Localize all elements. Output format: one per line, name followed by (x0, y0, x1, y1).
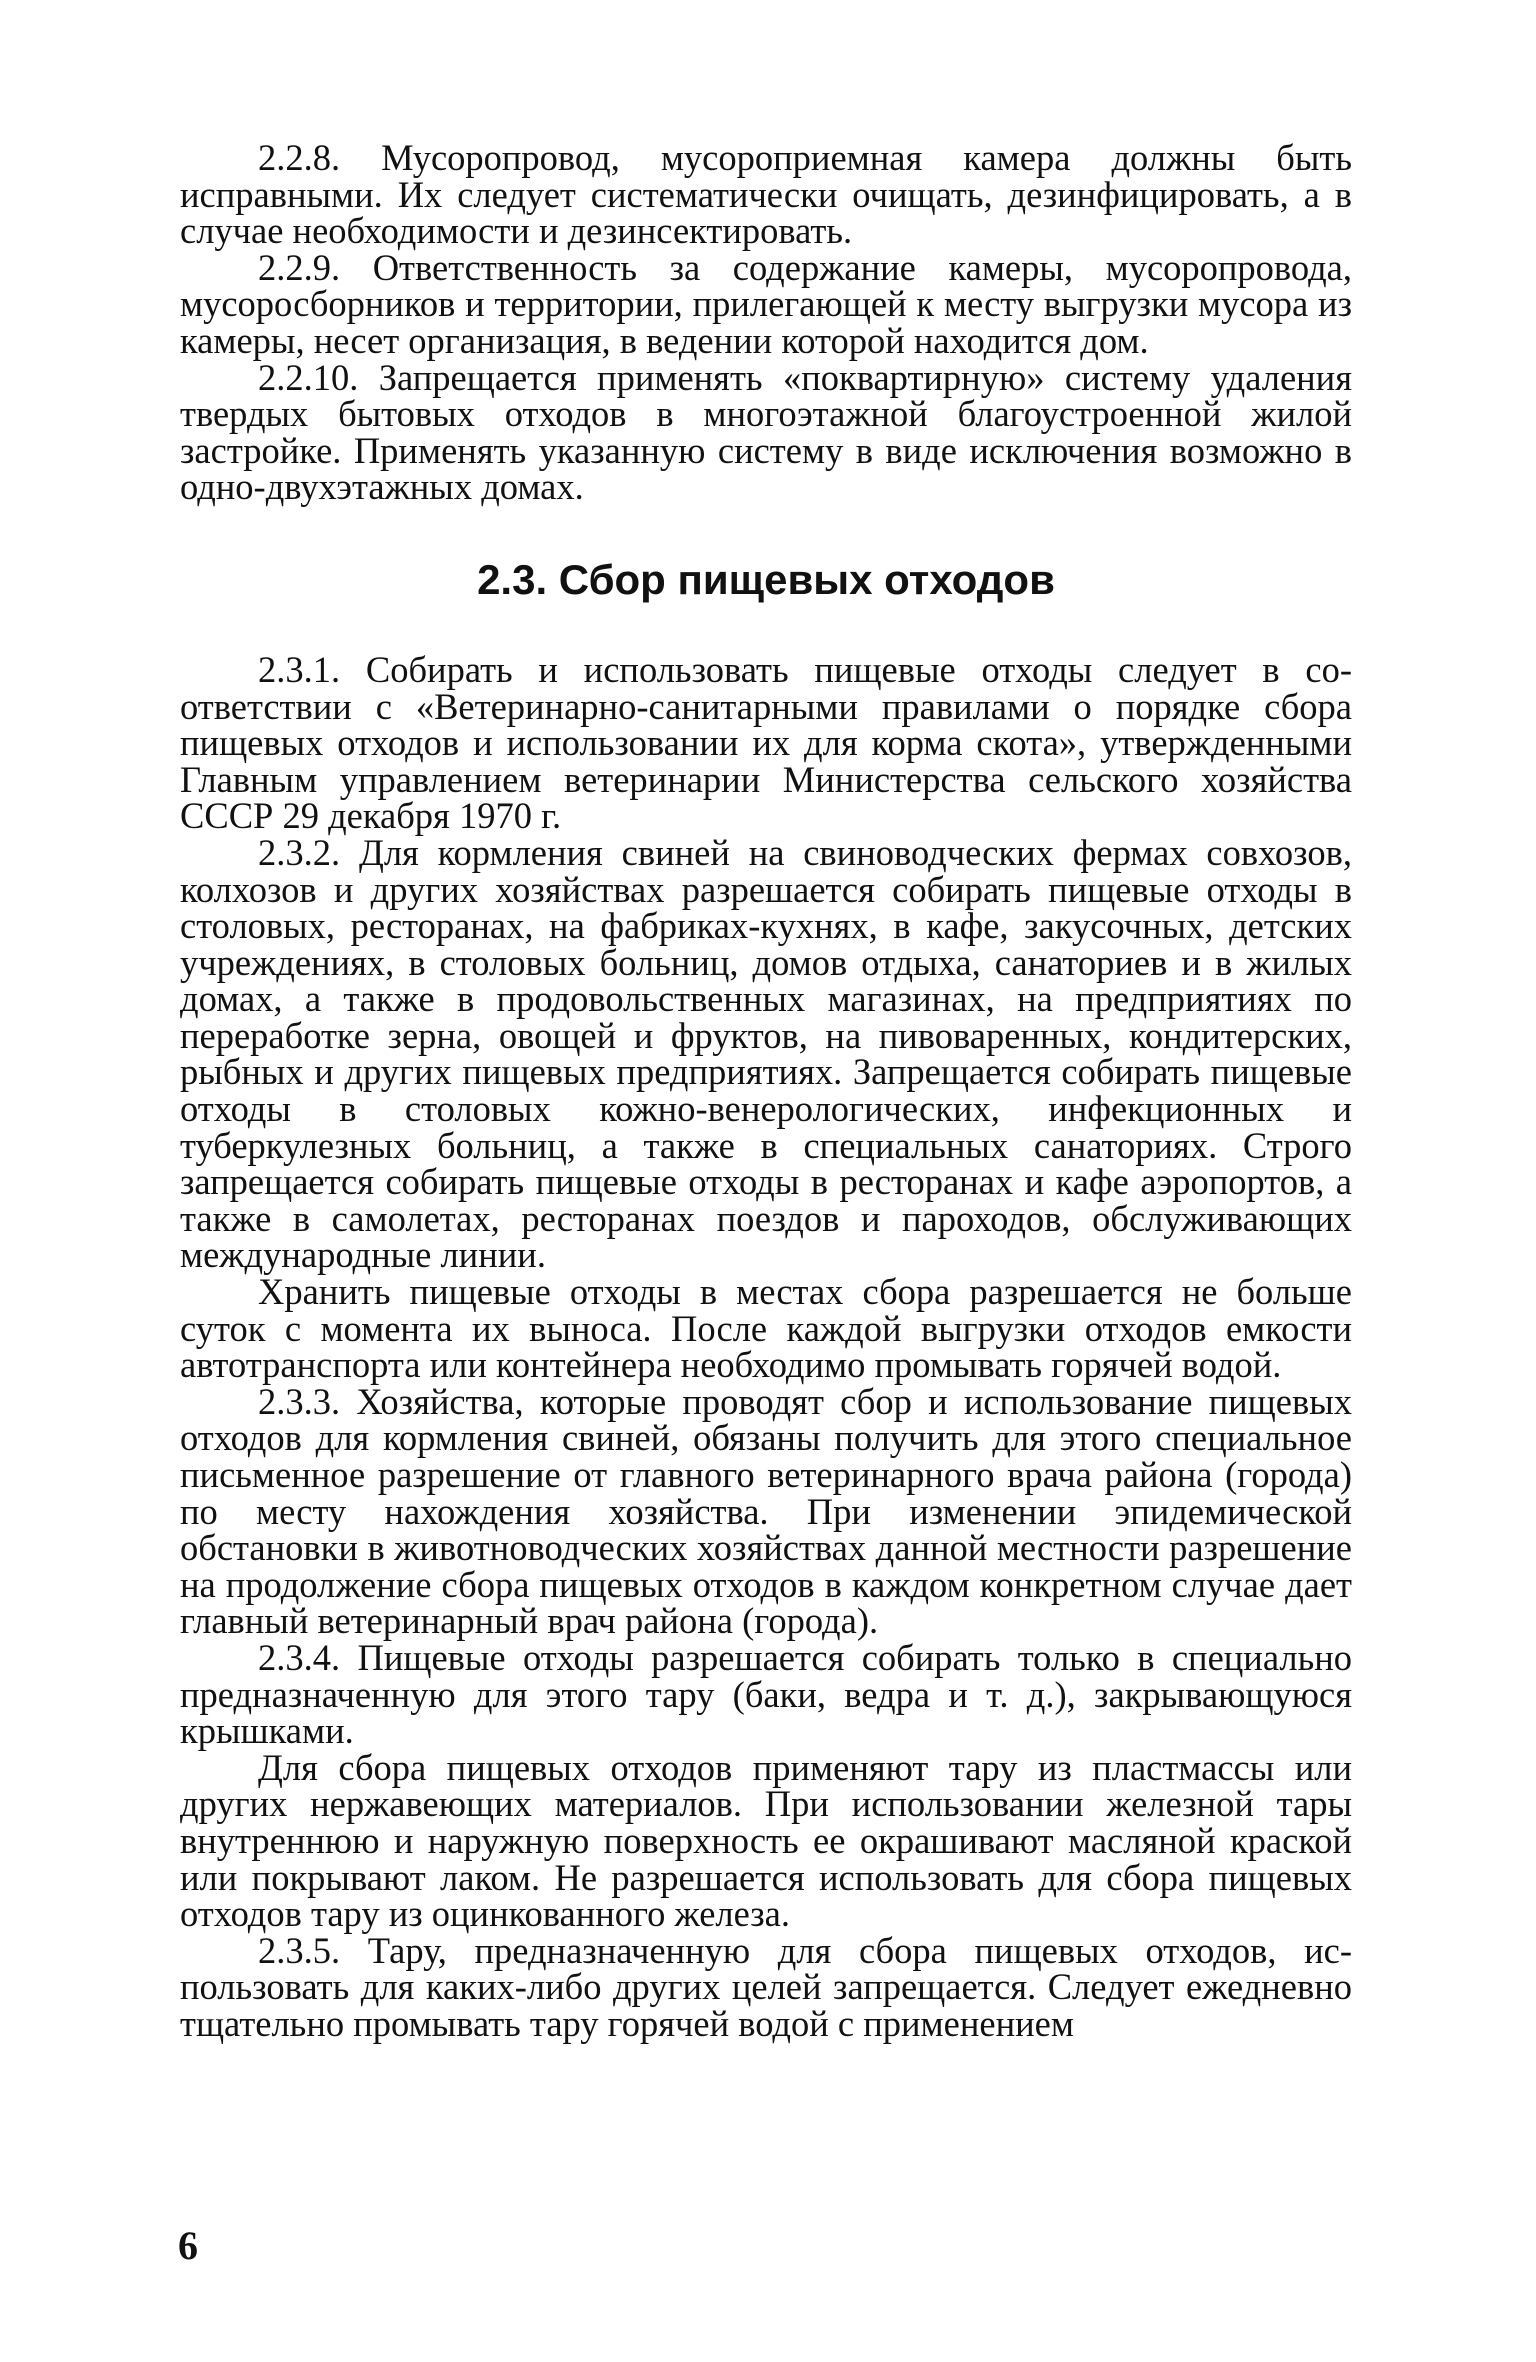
clause-number: 2.3.1. (258, 648, 341, 690)
paragraph-2-3-3 (180, 1380, 1352, 1642)
paragraph-2-3-2 (180, 831, 1352, 1276)
document-page (180, 137, 1353, 2044)
paragraph-2-3-1 (180, 648, 1353, 837)
page-number: 6 (178, 2223, 198, 2268)
paragraph-2-3-2-storage (180, 1271, 1352, 1386)
clause-text: Ответственность за содержание камеры, мусоропровода, мусоросборников и территории, прилегающей к месту выгрузки мусора из камеры, несет организация, в ведении которой находится дом. (180, 246, 1353, 361)
clause-text: Для сбора пищевых отходов применяют тару из пластмассы или других нержавеющих материалов. При использовании железной тары внутреннюю и наружную поверхность ее окрашивают масляной краской или покрывают лаком. Не разрешается использовать для сбора пищевых отходов тару из оцинкованного железа. (180, 1746, 1352, 1935)
clause-text: Собирать и использовать пищевые отходы следует в соответствии с «Ветеринарно-санитарными правилами о порядке сбора пищевых отходов и использовании их для корма скота», утвержденными Главным управлением ветеринарии Министерства сельского хозяйства СССР 29 декабря 1970 г. (180, 648, 1353, 837)
section-heading: 2.3. Сбор пищевых отходов (477, 555, 1055, 603)
clause-number: 2.3.3. (258, 1380, 341, 1422)
clause-text: Мусоропровод, мусороприемная камера должны быть исправными. Их следует систематически очищать, дезинфицировать, а в случае необходимости и дезинсектировать. (180, 137, 1352, 252)
clause-text: Для кормления свиней на свиноводческих фермах совхозов, колхозов и других хозяйствах разрешается собирать пищевые отходы в столовых, ресторанах, на фабриках-кухнях, в кафе, закусочных, детских учреждениях, в столовых больниц, домов отдыха, санаториев и в жилых домах, а также в продовольственных магазинах, на предприятиях по переработке зерна, овощей и фруктов, на пивоваренных, кондитерских, рыбных и других пищевых предприятиях. Запрещается собирать пищевые отходы в столовых кожно-венерологических, инфекционных и туберкулезных больниц, а также в специальных санаториях. Строго запрещается собирать пищевые отходы в ресторанах и кафе аэропортов, а также в самолетах, ресторанах поездов и пароходов, обслуживающих международные линии. (180, 831, 1352, 1276)
clause-text: Тару, предназначенную для сбора пищевых отходов, использовать для каких-либо других целей запрещается. Следует ежедневно тщательно промывать тару горячей водой с применением (180, 1929, 1353, 2044)
paragraph-2-3-4-containers (180, 1746, 1352, 1935)
clause-number: 2.3.4. (258, 1636, 341, 1678)
paragraph-2-2-8 (180, 137, 1352, 252)
paragraph-2-2-9 (180, 246, 1353, 361)
clause-number: 2.3.5. (258, 1929, 341, 1971)
paragraph-2-3-5 (180, 1929, 1353, 2044)
paragraph-2-2-10 (180, 356, 1352, 508)
clause-text: Запрещается применять «поквартирную» систему удаления твердых бытовых отходов в многоэтажной благоустроенной жилой застройке. Применять указанную систему в виде исключения возможно в одно-двухэтажных домах. (180, 356, 1352, 508)
clause-text: Пищевые отходы разрешается собирать только в специально предназначенную для этого тару (баки, ведра и т. д.), закрывающуюся крышками. (180, 1636, 1353, 1752)
clause-number: 2.2.10. (258, 356, 359, 398)
clause-text: Хранить пищевые отходы в местах сбора разрешается не больше суток с момента их выноса. После каждой выгрузки отходов емкости автотранспорта или контейнера необходимо промывать горячей водой. (180, 1271, 1352, 1386)
clause-text: Хозяйства, которые проводят сбор и использование пищевых отходов для кормления свиней, обязаны получить для этого специальное письменное разрешение от главного ветеринарного врача района (города) по месту нахождения хозяйства. При изменении эпидемической обстановки в животноводческих хозяйствах данной местности разрешение на продолжение сбора пищевых отходов в каждом конкретном случае дает главный ветеринарный врач района (города). (180, 1380, 1352, 1642)
paragraph-2-3-4 (180, 1636, 1353, 1752)
clause-number: 2.2.8. (258, 137, 341, 178)
clause-number: 2.3.2. (258, 831, 341, 873)
clause-number: 2.2.9. (258, 246, 341, 288)
